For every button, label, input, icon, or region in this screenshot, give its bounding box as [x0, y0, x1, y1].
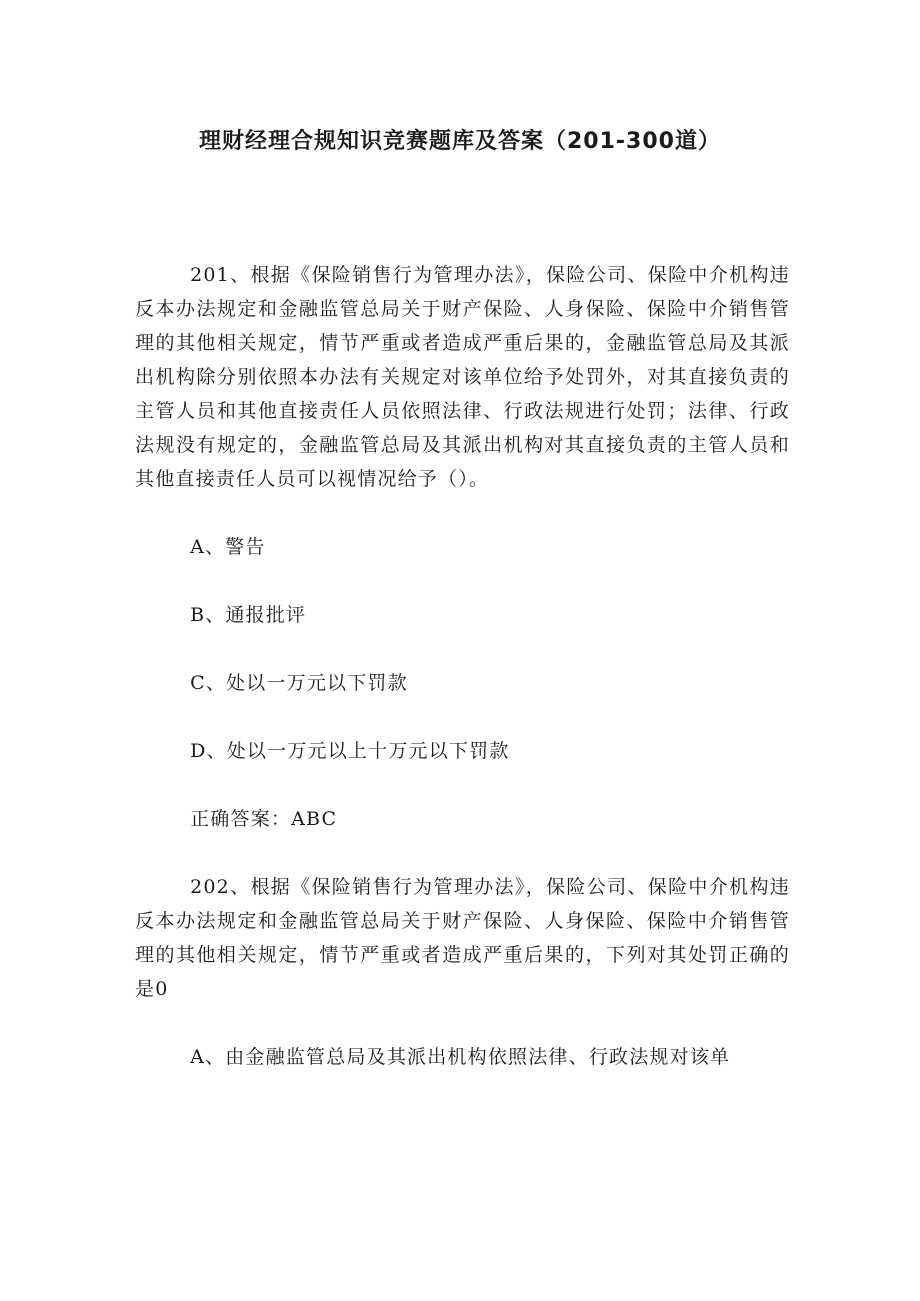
question-stem: 201、根据《保险销售行为管理办法》，保险公司、保险中介机构违反本办法规定和金融监管总局关于财产保险、人身保险、保险中介销售管理的其他相关规定，情节严重或者造成严重后果的，金融监管总局及其派出机构除分别依照本办法有关规定对该单位给予处罚外，对其直接负责的主管人员和其他直接责任人员依照法律、行政法规进行处罚；法律、行政法规没有规定的，金融监管总局及其派出机构对其直接负责的主管人员和其他直接责任人员可以视情况给予（）。	[135, 264, 790, 490]
question-stem: 202、根据《保险销售行为管理办法》，保险公司、保险中介机构违反本办法规定和金融监管总局关于财产保险、人身保险、保险中介销售管理的其他相关规定，情节严重或者造成严重后果的，下列对其处罚正确的是0	[135, 876, 790, 1000]
correct-answer: 正确答案：ABC	[190, 808, 338, 830]
option-a: A、由金融监管总局及其派出机构依照法律、行政法规对该单	[190, 1046, 731, 1068]
option-c: C、处以一万元以下罚款	[190, 672, 408, 694]
option-d: D、处以一万元以上十万元以下罚款	[190, 740, 510, 762]
option-b: B、通报批评	[190, 604, 307, 626]
document-title: 理财经理合规知识竞赛题库及答案（201-300道）	[199, 129, 721, 154]
option-a: A、警告	[190, 536, 266, 558]
document-body	[135, 258, 790, 1108]
